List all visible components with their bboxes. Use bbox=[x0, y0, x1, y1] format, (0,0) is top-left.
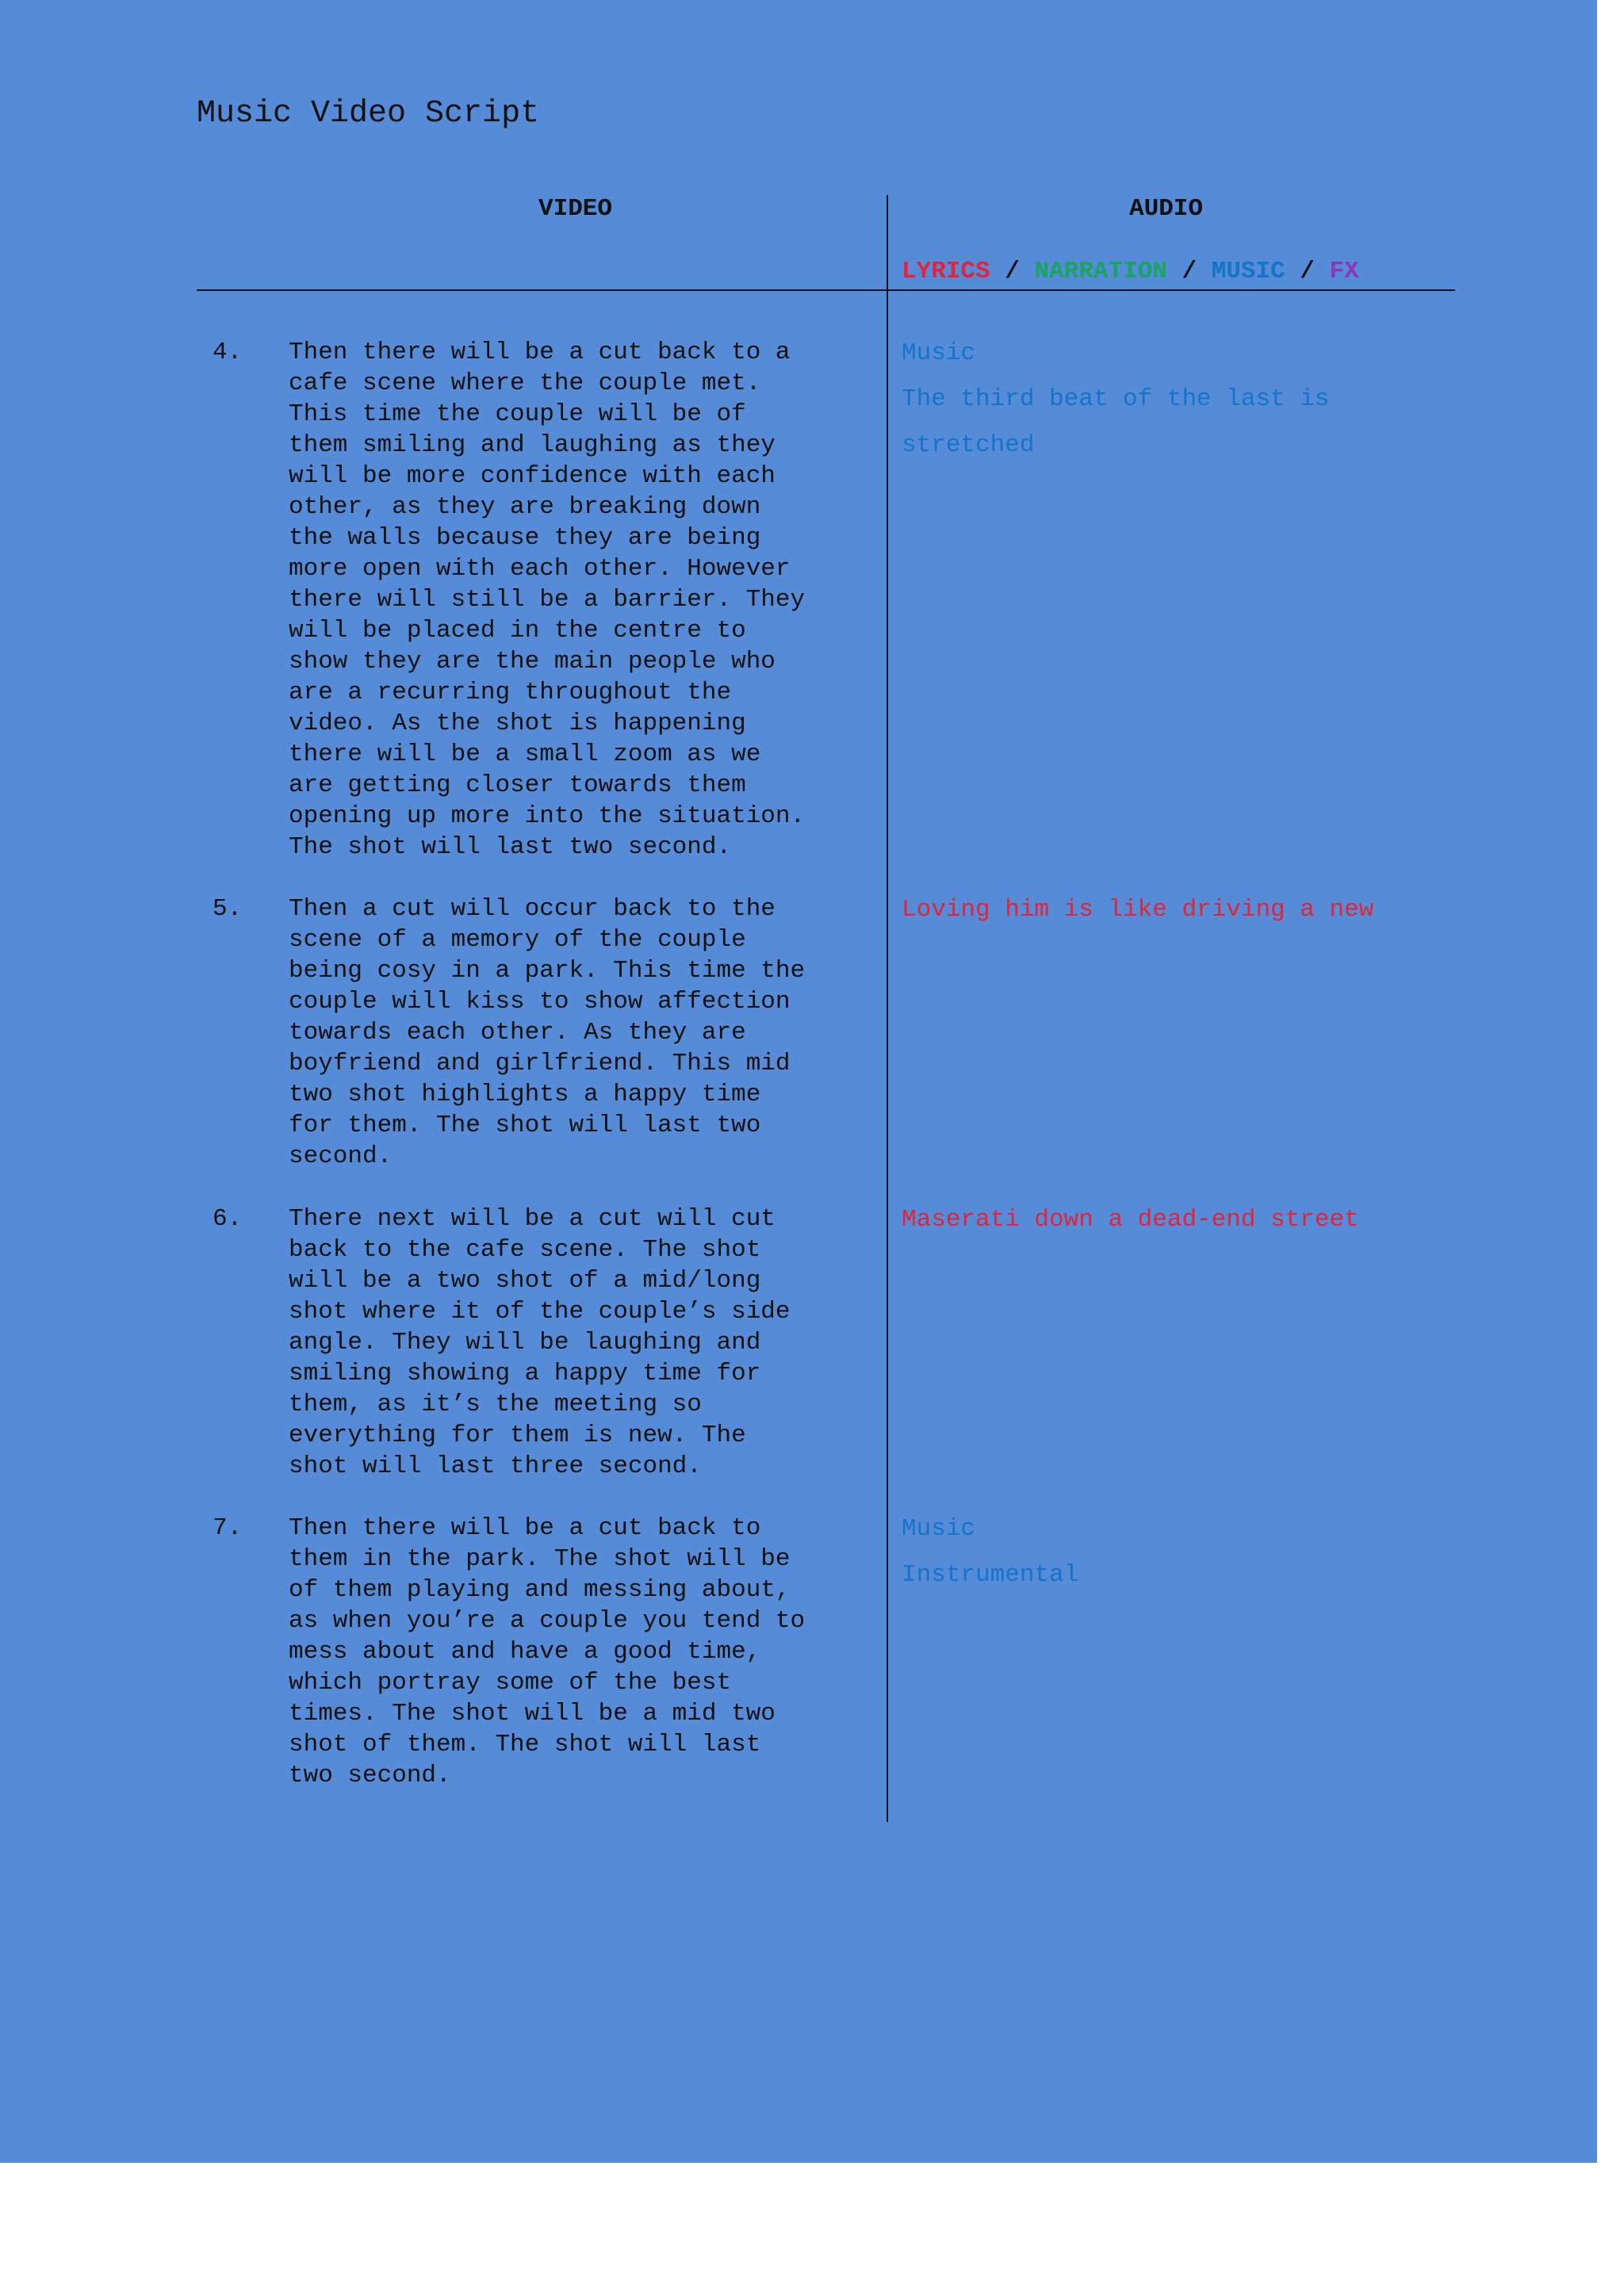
audio-cue bbox=[902, 331, 1457, 469]
legend-separator: / bbox=[1166, 258, 1212, 285]
audio-cue bbox=[902, 887, 1457, 933]
audio-line: Music bbox=[902, 339, 976, 367]
audio-cue bbox=[902, 1506, 1457, 1598]
audio-line: Music bbox=[902, 1515, 976, 1543]
shot-description: There next will be a cut will cut back to the cafe scene. The shot will be a two shot of a mid/long shot where it of the couple’s side angle. They will be laughing and smiling showing a happy time for them, as it’s the meeting so everything for them is new. The shot will last three second. bbox=[289, 1205, 791, 1480]
shot-number: 5. bbox=[213, 895, 243, 923]
audio-line: Loving him is like driving a new bbox=[902, 896, 1374, 924]
audio-column-header: AUDIO bbox=[1129, 195, 1204, 223]
shot-description: Then there will be a cut back to them in the park. The shot will be of them playing and messing about, as when you’re a couple you tend to mess about and have a good time, which portray some of the best times. The shot will be a mid two shot of them. The shot will last two second. bbox=[289, 1514, 806, 1789]
audio-line: stretched bbox=[902, 431, 1035, 459]
audio-line: Maserati down a dead-end street bbox=[902, 1206, 1359, 1234]
audio-cue bbox=[902, 1197, 1457, 1243]
column-divider bbox=[887, 195, 888, 1822]
legend-fx: FX bbox=[1329, 258, 1359, 285]
legend-separator: / bbox=[990, 258, 1035, 285]
shot-description: Then a cut will occur back to the scene of a memory of the couple being cosy in a park. This time the couple will kiss to show affection towards each other. As they are boyfriend and girlfriend. This mid two shot highlights a happy time for them. The shot will last two second. bbox=[289, 895, 806, 1170]
audio-line: The third beat of the last is bbox=[902, 385, 1330, 413]
page-title: Music Video Script bbox=[197, 96, 540, 132]
shot-description: Then there will be a cut back to a cafe scene where the couple met. This time the couple will be of them smiling and laughing as they will be more confidence with each other, as they are breaking down the walls because they are being more open with each other. However there will still be a barrier. They will be placed in the centre to show they are the main people who are a recurring throughout the video. As the shot is happening there will be a small zoom as we are getting closer towards them opening up more into the situation. The shot will last two second. bbox=[289, 339, 806, 861]
legend-narration: NARRATION bbox=[1034, 258, 1167, 285]
legend-separator: / bbox=[1285, 258, 1330, 285]
shot-number: 6. bbox=[213, 1205, 243, 1233]
video-column-header: VIDEO bbox=[538, 195, 613, 223]
legend-lyrics: LYRICS bbox=[902, 258, 990, 285]
audio-legend bbox=[902, 256, 1359, 288]
shot-number: 7. bbox=[213, 1514, 243, 1542]
header-divider bbox=[197, 289, 1455, 291]
shot-number: 4. bbox=[213, 339, 243, 366]
audio-line: Instrumental bbox=[902, 1561, 1079, 1589]
legend-music: MUSIC bbox=[1211, 258, 1285, 285]
